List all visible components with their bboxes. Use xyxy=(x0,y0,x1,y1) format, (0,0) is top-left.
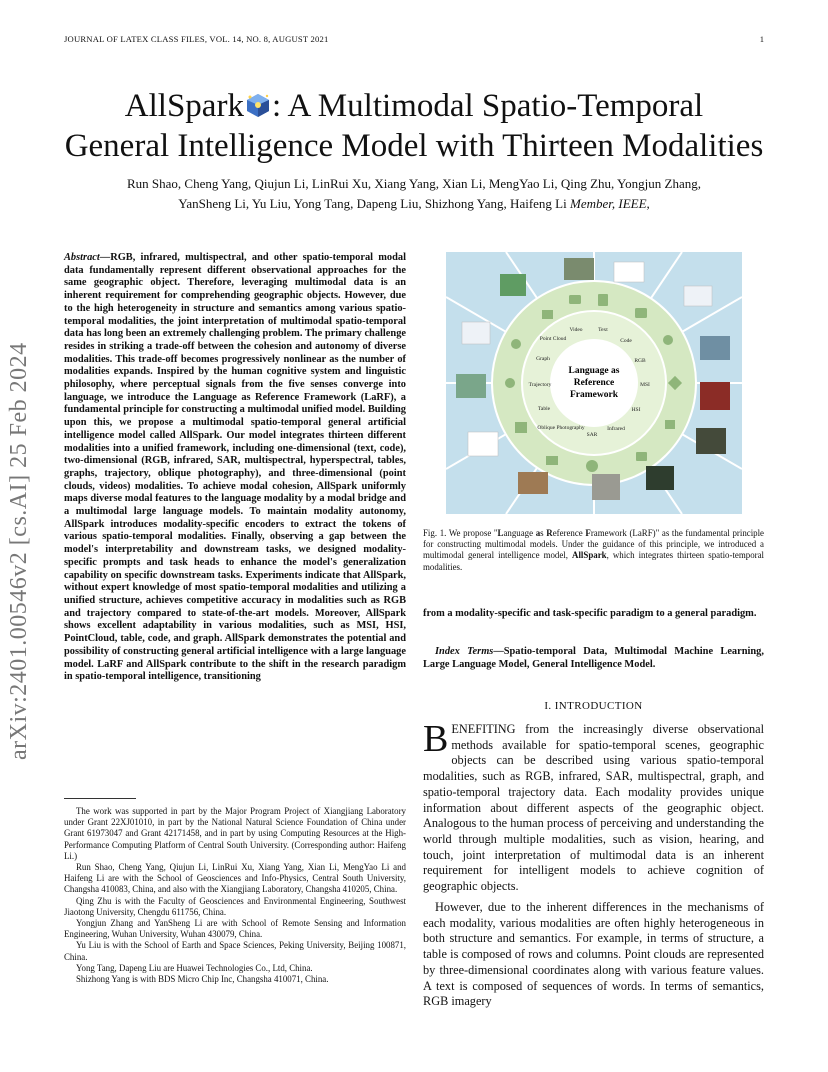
thumb-oblique xyxy=(518,472,548,494)
thumb-text xyxy=(614,262,644,282)
caption-label: Fig. 1. xyxy=(423,528,447,538)
figure-1-larf-diagram xyxy=(446,252,742,514)
footnote-affiliation-bds: Shizhong Yang is with BDS Micro Chip Inc, Changsha 410071, China. xyxy=(76,974,329,985)
sar-icon xyxy=(586,460,598,472)
thumb-table xyxy=(468,432,498,456)
footnote-affiliation-whu: Yongjun Zhang and YanSheng Li are with School of Remote Sensing and Information Engineering, Wuhan University, Wuhan 430079, China. xyxy=(64,918,406,940)
abstract xyxy=(64,252,406,684)
video-icon xyxy=(569,295,581,304)
arxiv-stamp: arXiv:2401.00546v2 [cs.AI] 25 Feb 2024 xyxy=(6,342,32,760)
center-text-1: Language as xyxy=(568,366,620,376)
footnote-affiliation-csu: Run Shao, Cheng Yang, Qiujun Li, LinRui Xu, Xiang Yang, Xian Li, MengYao Li and Haifeng Li are with the School of Geosciences and Info-Physics, Central South University, Changsha 410083, China, and also with the Xiangjiang Laboratory, Changsha 410205, China. xyxy=(64,862,406,895)
footnote-affiliation-swjtu: Qing Zhu is with the Faculty of Geosciences and Environmental Engineering, Southwest Jiaotong University, Chengdu 611756, China. xyxy=(64,895,406,917)
abstract-continuation: from a modality-specific and task-specific paradigm to a general paradigm. xyxy=(423,608,757,619)
label-table: Table xyxy=(537,406,551,412)
footnote-affiliation-pku: Yu Liu is with the School of Earth and Space Sciences, Peking University, Beijing 100871, China. xyxy=(64,940,406,962)
title-part2: : A Multimodal Spatio-Temporal xyxy=(271,88,704,124)
label-video: Video xyxy=(569,327,583,333)
caption-L: L xyxy=(497,528,504,538)
code-icon xyxy=(635,308,647,318)
thumb-infrared xyxy=(646,466,674,490)
label-point-cloud: Point Cloud xyxy=(539,336,567,342)
graph-icon xyxy=(511,339,521,349)
rgb-icon xyxy=(663,335,673,345)
infrared-icon xyxy=(636,452,647,461)
label-msi: MSI xyxy=(640,382,650,388)
title-line2: General Intelligence Model with Thirteen Modalities xyxy=(64,128,764,164)
thumb-rgb xyxy=(700,336,730,360)
label-code: Code xyxy=(620,338,632,344)
point-cloud-icon xyxy=(542,310,553,319)
thumb-video xyxy=(564,258,594,280)
label-text: Text xyxy=(598,327,608,333)
drop-cap: B xyxy=(423,718,449,760)
index-terms xyxy=(423,646,764,671)
label-oblique: Oblique Photography xyxy=(537,425,585,431)
caption-t5: , which integrates thirteen spatio-temporal modalities. xyxy=(423,550,764,572)
index-terms-text: —Spatio-temporal Data, Multimodal Machine Learning, Large Language Model, General Intelligence Model. xyxy=(423,646,764,670)
label-trajectory: Trajectory xyxy=(528,382,552,388)
intro-caps: ENEFITING xyxy=(451,722,516,736)
text-icon xyxy=(598,294,608,306)
footnote-funding: The work was supported in part by the Major Program Project of Xiangjiang Laboratory under Grant 22XJ01010, in part by the National Natural Science Foundation of China under Grant 61973047 and Grant 42171458, and in part by using Computing Resources at the High-Performance Computing Platform of Central South University. (Corresponding author: Haifeng Li.) xyxy=(64,806,406,861)
center-text-2: Reference xyxy=(573,378,615,388)
abstract-text: —RGB, infrared, multispectral, and other spatio-temporal modal data fundamentally represent different observational approaches for the same geographic object. Therefore, leveraging multimodal data is an inherent requirement for comprehending geographic objects. However, due to the high heterogeneity in structure and semantics among various spatio-temporal modalities, the joint interpretation of multimodal spatio-temporal data has long been an extremely challenging problem. The primary challenge resides in striking a trade-off between the cohesion and autonomy of diverse modalities. This trade-off becomes progressively nonlinear as the number of modalities expands. Inspired by the human cognitive system and linguistic philosophy, where perceptual signals from the five senses converge into language, we introduce the Language as Reference Framework (LaRF), a fundamental principle for constructing a multimodal unified model. Building upon this, we propose a multimodal spatio-temporal general artificial intelligence model called AllSpark. Our model integrates thirteen different modalities into a unified framework, including one-dimensional (text, code), two-dimensional (RGB, infrared, SAR, multispectral, hyperspectral, tables, graphs, trajectory, oblique photography), and three-dimensional (point clouds, videos) modalities. To achieve modal cohesion, AllSpark uniformly maps diverse modal features to the language modality by a modal bridge and a multimodal large language models. To maintain modality autonomy, AllSpark introduces modality-specific encoders to extract the tokens of various spatio-temporal modalities. Finally, observing a gap between the model's interpretability and downstream tasks, we designed modality-specific prompts and task heads to enhance the model's generalization capability on specific downstream tasks. Experiments indicate that AllSpark, without expert knowledge of most spatio-temporal modalities and utilizing a unified structure, achieves competitive accuracy in modalities such as RGB and trajectory compared to state-of-the-art models. Moreover, AllSpark shows excellent adaptability in various modalities, such as MSI, HSI, PointCloud, table, code, and graph. AllSpark demonstrates the potential and possibility of constructing general artificial intelligence with a large language model. LaRF and AllSpark contribute to the shift in the research paradigm in spatio-temporal intelligence, transitioning xyxy=(64,252,406,683)
intro-p1-text: from the increasingly diverse observational methods available for spatio-temporal scenes, geographic objects can be described using various spatio-temporal modalities, such as RGB, infrared, SAR, multispectral, graph, and spatio-temporal trajectory data. Each modality provides unique information about different aspects of the geographic object. Analogous to the human process of perceiving and understanding the world through multiple modalities, such as vision, hearing, and touch, joint interpretation of multimodal data is an inherent requirement for intelligent models to achieve cognition of geographic objects. xyxy=(423,722,764,894)
thumb-graph xyxy=(462,322,490,344)
member-note: Member, IEEE, xyxy=(569,196,650,211)
caption-a: a xyxy=(535,528,541,538)
caption-R: R xyxy=(546,528,553,538)
authors-line1: Run Shao, Cheng Yang, Qiujun Li, LinRui Xu, Xiang Yang, Xian Li, MengYao Li, Qing Zhu, Yongjun Zhang, xyxy=(127,176,701,191)
footnote-rule xyxy=(64,798,136,799)
thumb-trajectory xyxy=(456,374,486,398)
label-rgb: RGB xyxy=(634,358,646,364)
footnotes xyxy=(64,806,406,985)
paper-title xyxy=(40,86,788,166)
label-graph: Graph xyxy=(536,356,550,362)
center-text-3: Framework xyxy=(569,390,619,400)
thumb-msi xyxy=(700,382,730,410)
hsi-icon xyxy=(665,420,675,429)
caption-t2: s xyxy=(540,528,547,538)
title-part1: AllSpark xyxy=(124,88,244,124)
thumb-code xyxy=(684,286,712,306)
table-icon xyxy=(515,422,527,433)
intro-paragraph-1 xyxy=(423,718,764,895)
running-header: JOURNAL OF LATEX CLASS FILES, VOL. 14, NO. 8, AUGUST 2021 xyxy=(64,34,329,44)
figure-caption xyxy=(423,528,764,573)
label-hsi: HSI xyxy=(631,407,641,413)
oblique-photo-icon xyxy=(546,456,558,465)
footnote-affiliation-huawei: Yong Tang, Dapeng Liu are Huawei Technologies Co., Ltd, China. xyxy=(76,962,313,973)
caption-t3: eference xyxy=(552,528,586,538)
caption-text-a: We propose " xyxy=(446,528,498,538)
page-number: 1 xyxy=(759,34,764,44)
caption-t1: anguage xyxy=(503,528,536,538)
thumb-point-cloud xyxy=(500,274,526,296)
caption-F: F xyxy=(585,528,591,538)
author-list xyxy=(60,174,768,214)
section-heading: I. INTRODUCTION xyxy=(544,700,643,712)
trajectory-icon xyxy=(505,378,515,388)
caption-model: AllSpark xyxy=(572,550,607,561)
intro-paragraph-2: However, due to the inherent differences in the mechanisms of each modality, various modalities are often highly heterogeneous in both structure and semantics. For example, in terms of structure, a table is composed of rows and columns. Point clouds are represented by three-dimensional coordinates along with various feature values. A text is composed of sequences of words. In terms of semantics, RGB imagery xyxy=(423,900,764,1009)
label-sar: SAR xyxy=(586,432,598,438)
index-terms-label: Index Terms xyxy=(435,646,494,657)
allspark-logo-icon xyxy=(244,92,272,118)
label-infrared: Infrared xyxy=(607,426,625,432)
authors-line2: YanSheng Li, Yu Liu, Yong Tang, Dapeng Liu, Shizhong Yang, Haifeng Li xyxy=(178,196,567,211)
abstract-label: Abstract xyxy=(64,252,100,263)
caption-t4: ramework (LaRF)" as the fundamental principle for constructing multimodal models. Under the guidance of this principle, we introduced a multimodal general intelligence model, xyxy=(423,528,764,561)
thumb-sar xyxy=(592,474,620,500)
thumb-hsi xyxy=(696,428,726,454)
